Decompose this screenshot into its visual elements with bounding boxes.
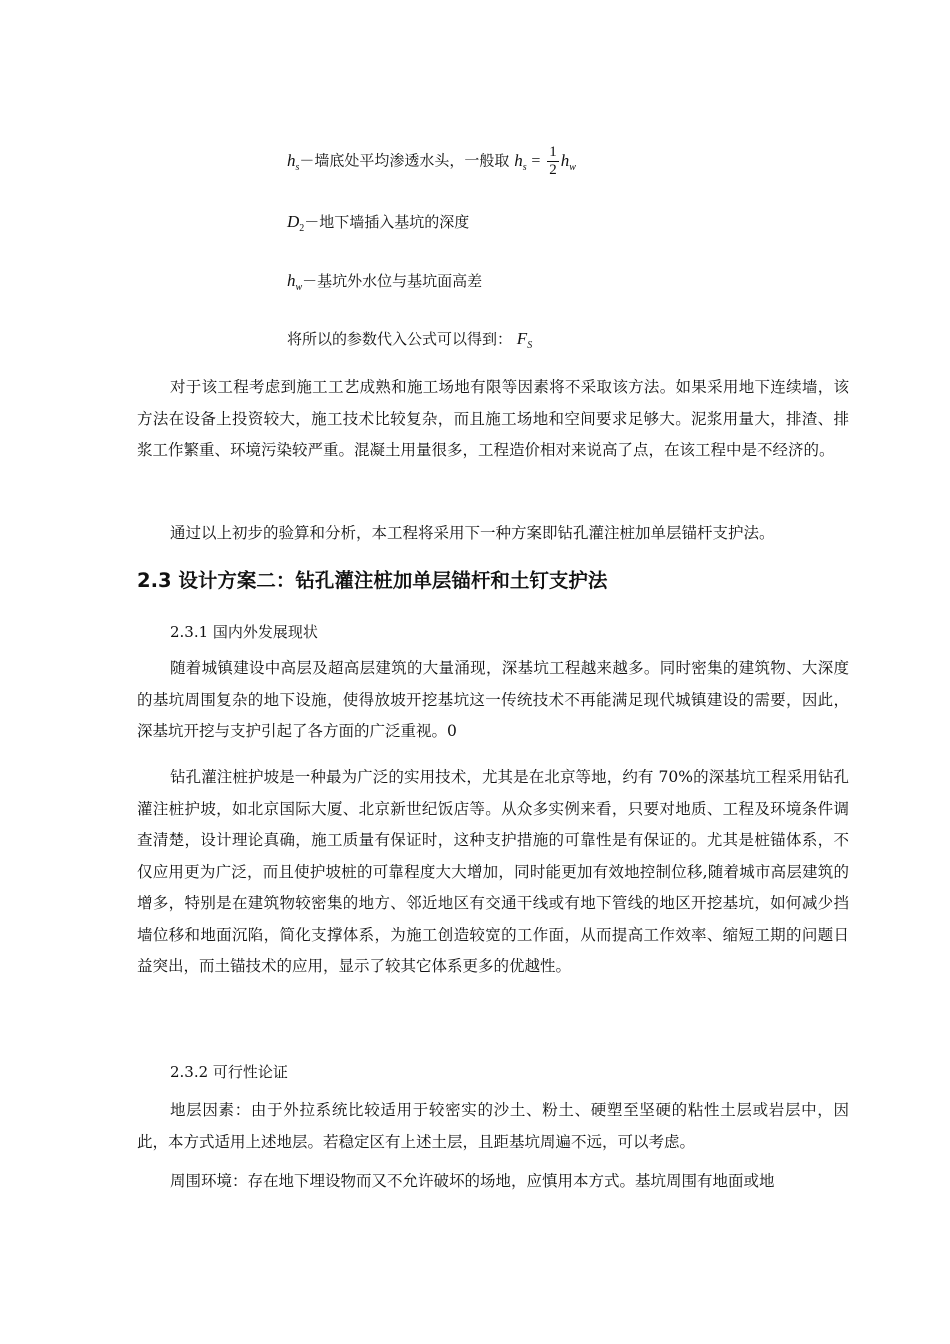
- formula-equals: =: [531, 152, 541, 170]
- paragraph-bored-pile-technique: 钻孔灌注桩护坡是一种最为广泛的实用技术，尤其是在北京等地，约有 70%的深基坑工程采用钻孔灌注桩护坡，如北京国际大厦、北京新世纪饭店等。从众多实例来看，只要对地质、工程及环境条件调查清楚，设计理论真确，施工质量有保证时，这种支护措施的可靠性是有保证的。尤其是桩锚体系，不仅应用更为广泛，而且使护坡桩的可靠程度大大增加，同时能更加有效地控制位移,随着城市高层建筑的增多，特别是在建筑物较密集的地方、邻近地区有交通干线或有地下管线的地区开挖基坑，如何减少挡墙位移和地面沉陷，简化支撑体系，为施工创造较宽的工作面，从而提高工作效率、缩短工期的问题日益突出，而土锚技术的应用，显示了较其它体系更多的优越性。: [137, 768, 849, 975]
- paragraph-development-status: 随着城镇建设中高层及超高层建筑的大量涌现，深基坑工程越来越多。同时密集的建筑物、大深度的基坑周围复杂的地下设施，使得放坡开挖基坑这一传统技术不再能满足现代城镇建设的需要，因此，深基坑开挖与支护引起了各方面的广泛重视。0: [137, 659, 849, 740]
- definition-d2: [287, 211, 469, 240]
- definition-hw-text: －基坑外水位与基坑面高差: [302, 272, 483, 290]
- fraction-one-half: $\frac{1}{2}$: [549, 144, 557, 178]
- section-heading-2-3: 2.3 设计方案二：钻孔灌注桩加单层锚杆和土钉支护法: [137, 569, 608, 592]
- paragraph-method-rejection: 对于该工程考虑到施工工艺成熟和施工场地有限等因素将不采取该方法。如果采用地下连续墙，该方法在设备上投资较大，施工技术比较复杂，而且施工场地和空间要求足够大。泥浆用量大，排渣、排浆工作繁重、环境污染较严重。混凝土用量很多，工程造价相对来说高了点，在该工程中是不经济的。: [137, 378, 849, 459]
- definition-hs: [287, 144, 576, 179]
- formula-hs: $h_s$: [514, 150, 527, 173]
- paragraph-analysis-conclusion: 通过以上初步的验算和分析，本工程将采用下一种方案即钻孔灌注桩加单层锚杆支护法。: [170, 524, 775, 542]
- definition-hw: [287, 270, 482, 299]
- paragraph-surrounding-environment: 周围环境：存在地下埋设物而又不允许破坏的场地，应慎用本方式。基坑周围有地面或地: [170, 1172, 775, 1190]
- symbol-h: $h_s$: [287, 150, 300, 173]
- formula-hw: $h_w$: [560, 150, 576, 173]
- definition-hs-text: －墙底处平均渗透水头，一般取: [299, 151, 510, 170]
- symbol-fs: $F_S$: [516, 329, 533, 351]
- subsection-heading-2-3-1: 2.3.1 国内外发展现状: [170, 623, 318, 641]
- result-text: 将所以的参数代入公式可以得到：: [287, 330, 513, 348]
- definition-d2-text: －地下墙插入基坑的深度: [304, 213, 470, 231]
- symbol-d2: $D_2$: [287, 212, 305, 234]
- subsection-heading-2-3-2: 2.3.2 可行性论证: [170, 1063, 288, 1081]
- paragraph-stratum-factors: 地层因素：由于外拉系统比较适用于较密实的沙土、粉土、硬塑至坚硬的粘性土层或岩层中，因此，本方式适用上述地层。若稳定区有上述土层，且距基坑周遍不远，可以考虑。: [137, 1101, 849, 1151]
- result-line: [287, 328, 532, 357]
- symbol-hw: $h_w$: [287, 271, 303, 293]
